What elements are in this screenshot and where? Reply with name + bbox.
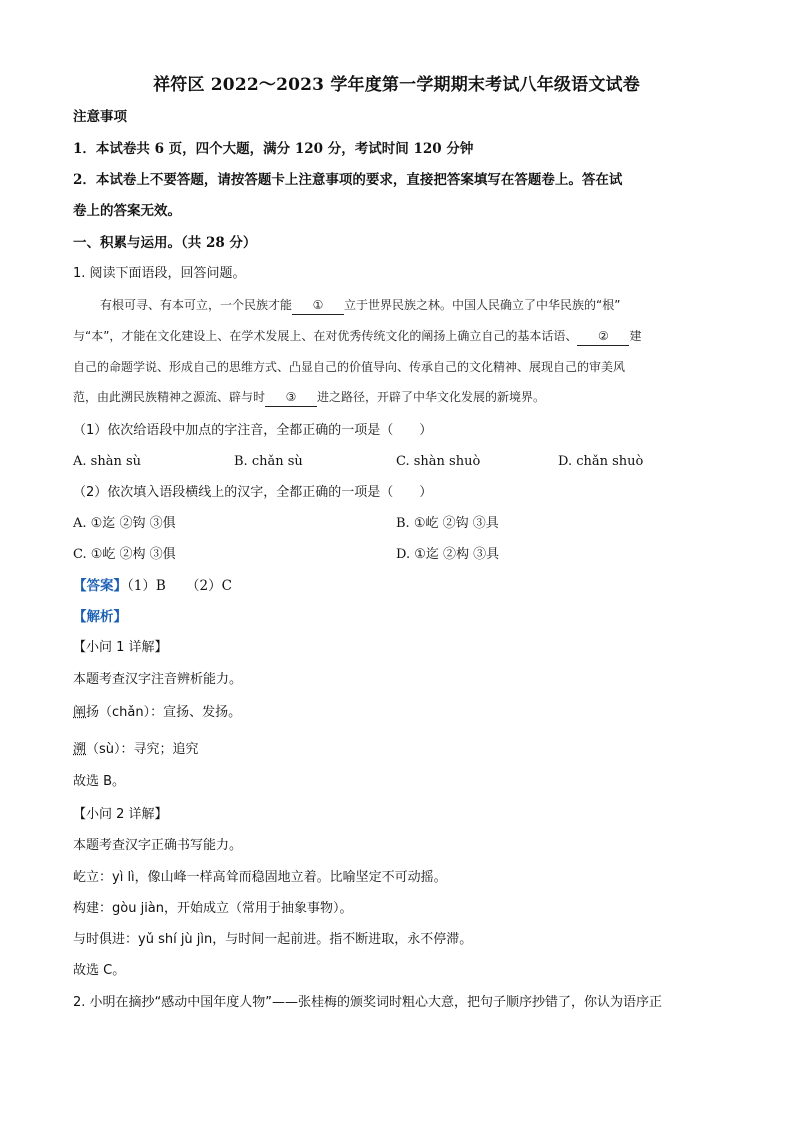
option-2c: C. ①屹 ②构 ③俱 (73, 547, 176, 562)
option-1d: D. chǎn shuò (558, 454, 644, 469)
sub-question-1: （1）依次给语段中加点的字注音，全都正确的一项是（ ） (73, 423, 433, 438)
option-1c: C. shàn shuò (396, 454, 481, 469)
exam-title: 祥符区 2022～2023 学年度第一学期期末考试八年级语文试卷 (153, 75, 640, 95)
passage-text: 与“本”，才能在文化建设上、在学术发展上、在对优秀传统文化的阐扬上确立自己的基本话语、 (73, 329, 578, 343)
detail-1-intro: 本题考查汉字注音辨析能力。 (73, 672, 243, 687)
detail-2-entry-3: 与时俱进：yǔ shí jù jìn，与时间一起前进。指不断进取，永不停滞。 (73, 932, 473, 947)
blank-3: ③ (265, 388, 317, 407)
answer-text: （1）B （2）C (127, 578, 232, 594)
detail-2-entry-1: 屹立：yì lì，像山峰一样高耸而稳固地立着。比喻坚定不可动摇。 (73, 870, 447, 885)
passage-text: 立于世界民族之林。中国人民确立了中华民族的“根” (344, 298, 621, 312)
option-2b: B. ①屹 ②钩 ③具 (396, 516, 499, 531)
passage-text: 有根可寻、有本可立，一个民族才能 (100, 298, 293, 312)
option-2a: A. ①迄 ②钩 ③俱 (73, 516, 176, 531)
detail-1-heading: 【小问 1 详解】 (73, 640, 168, 655)
dotted-char: 阐 (73, 705, 87, 720)
detail-1-word-2 (73, 740, 199, 760)
notice-heading: 注意事项 (73, 109, 127, 125)
passage-line-3: 自己的命题学说、形成自己的思维方式、凸显自己的价值导向、传承自己的文化精神、展现自己的审美风 (73, 360, 626, 374)
explanation: （sù）：寻究；追究 (86, 742, 199, 757)
notice-item-2-line-1: 2．本试卷上不要答题，请按答题卡上注意事项的要求，直接把答案填写在答题卷上。答在试 (73, 172, 623, 188)
detail-1-conclusion: 故选 B。 (73, 774, 126, 789)
option-1a: A. shàn sù (73, 454, 141, 469)
notice-item-2-line-2: 卷上的答案无效。 (73, 203, 181, 219)
option-1b: B. chǎn sù (234, 454, 303, 469)
detail-1-word-1 (73, 703, 241, 723)
question-2-prompt: 2. 小明在摘抄“感动中国年度人物”——张桂梅的颁奖词时粗心大意，把句子顺序抄错了，你认为语序正 (73, 995, 663, 1010)
passage-line-4 (73, 388, 733, 407)
answer-tag: 【答案】 (73, 578, 127, 594)
blank-1: ① (292, 296, 344, 315)
detail-2-entry-2: 构建：gòu jiàn，开始成立（常用于抽象事物）。 (73, 901, 353, 916)
detail-2-heading: 【小问 2 详解】 (73, 807, 168, 822)
passage-line-2 (73, 327, 733, 346)
detail-2-conclusion: 故选 C。 (73, 963, 126, 978)
detail-2-intro: 本题考查汉字正确书写能力。 (73, 838, 243, 853)
answer-line (73, 576, 232, 596)
option-2d: D. ①迄 ②构 ③具 (396, 547, 500, 562)
section-heading: 一、积累与运用。（共 28 分） (73, 235, 257, 251)
passage-text: 进之路径，开辟了中华文化发展的新境界。 (317, 390, 546, 404)
analysis-tag: 【解析】 (73, 609, 127, 625)
passage-text: 建 (629, 329, 642, 343)
passage-text: 范，由此溯民族精神之源流、辟与时 (73, 390, 266, 404)
passage-line-1 (100, 296, 760, 315)
notice-item-1: 1．本试卷共 6 页，四个大题，满分 120 分，考试时间 120 分钟 (73, 141, 474, 157)
blank-2: ② (577, 327, 629, 346)
dotted-char: 溯 (73, 742, 87, 757)
explanation: 扬（chǎn）：宣扬、发扬。 (86, 705, 242, 720)
question-1-prompt: 1. 阅读下面语段，回答问题。 (73, 266, 246, 281)
sub-question-2: （2）依次填入语段横线上的汉字，全都正确的一项是（ ） (73, 485, 433, 500)
